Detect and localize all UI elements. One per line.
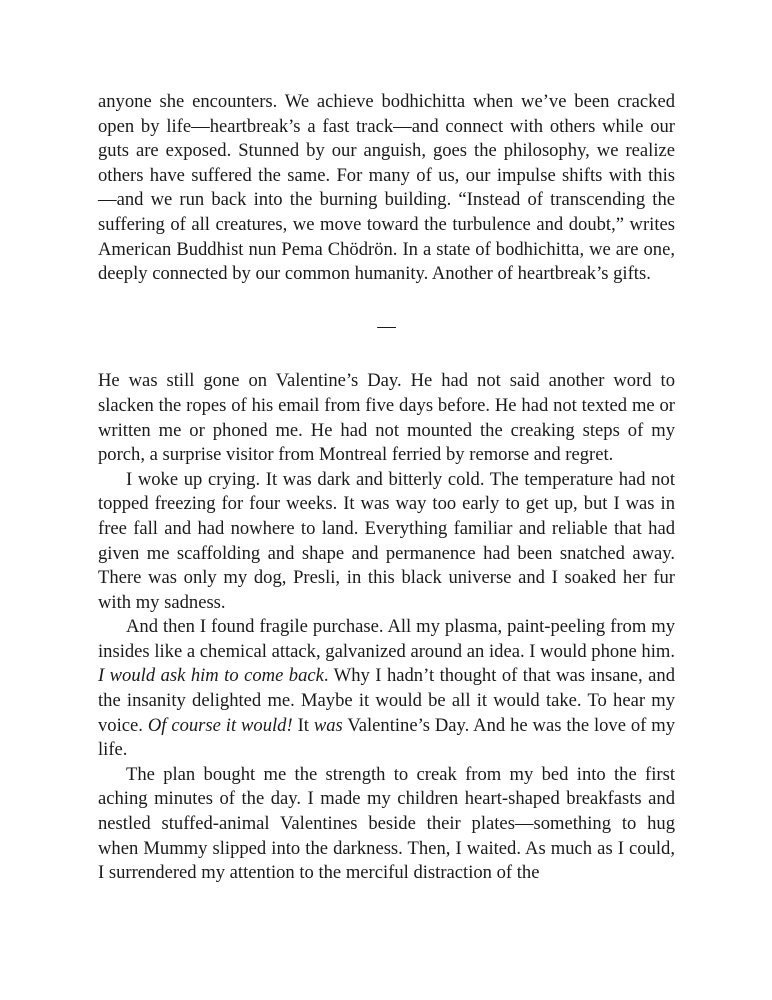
text-run: I woke up crying. It was dark and bitterly cold. The temperature had not topped freezing for four weeks. It was way too early to get up, but I was in free fall and had nowhere to land. Everything familiar and reliable that had given me scaffolding and shape and permanence had been snatched away. There was only my dog, Presli, in this black universe and I soaked her fur with my sadness. <box>98 468 675 613</box>
text-run: anyone she encounters. We achieve bodhichitta when we’ve been cracked open by life—heartbreak’s a fast track—and connect with others while our guts are exposed. Stunned by our anguish, goes the philosophy, we realize others have suffered the same. For many of us, our impulse shifts with this —and we run back into the burning building. “Instead of transcending the suffering of all creatures, we move toward the turbulence and doubt,” writes American Buddhist nun Pema Chödrön. In a state of bodhichitta, we are one, deeply connected by our common humanity. Another of heartbreak’s gifts. <box>98 91 675 285</box>
text-run: He was still gone on Valentine’s Day. He had not said another word to slacken the ropes of his email from five days before. He had not texted me or written me or phoned me. He had not mounted the creaking steps of my porch, a surprise visitor from Montreal ferried by remorse and regret. <box>98 370 675 466</box>
section-break: — <box>377 315 396 337</box>
text-run: Valentine’s Day. And he was the love of my life. <box>98 714 676 761</box>
paragraph-fragile-purchase <box>98 615 675 763</box>
paragraph-the-plan <box>98 763 675 886</box>
italic-text-run: I would ask him to come back <box>98 665 324 687</box>
italic-text-run: was <box>313 714 343 736</box>
book-page <box>98 90 675 886</box>
paragraph-bodhichitta <box>98 90 675 287</box>
text-run: . Why I hadn’t thought of that was insane, and the insanity delighted me. Maybe it would be all it would take. To hear my voice. <box>98 665 675 736</box>
text-run: The plan bought me the strength to creak from my bed into the first aching minutes of the day. I made my children heart-shaped breakfasts and nestled stuffed-animal Valentines beside their plates—something to hug when Mummy slipped into the darkness. Then, I waited. As much as I could, I surrendered my attention to the merciful distraction of the <box>98 763 675 884</box>
text-run: It <box>292 714 314 736</box>
paragraph-woke-up-crying <box>98 468 675 616</box>
paragraph-valentines-day <box>98 369 675 467</box>
italic-text-run: Of course it would! <box>147 714 293 736</box>
text-run: And then I found fragile purchase. All my plasma, paint-peeling from my insides like a chemical attack, galvanized around an idea. I would phone him. <box>98 616 675 662</box>
